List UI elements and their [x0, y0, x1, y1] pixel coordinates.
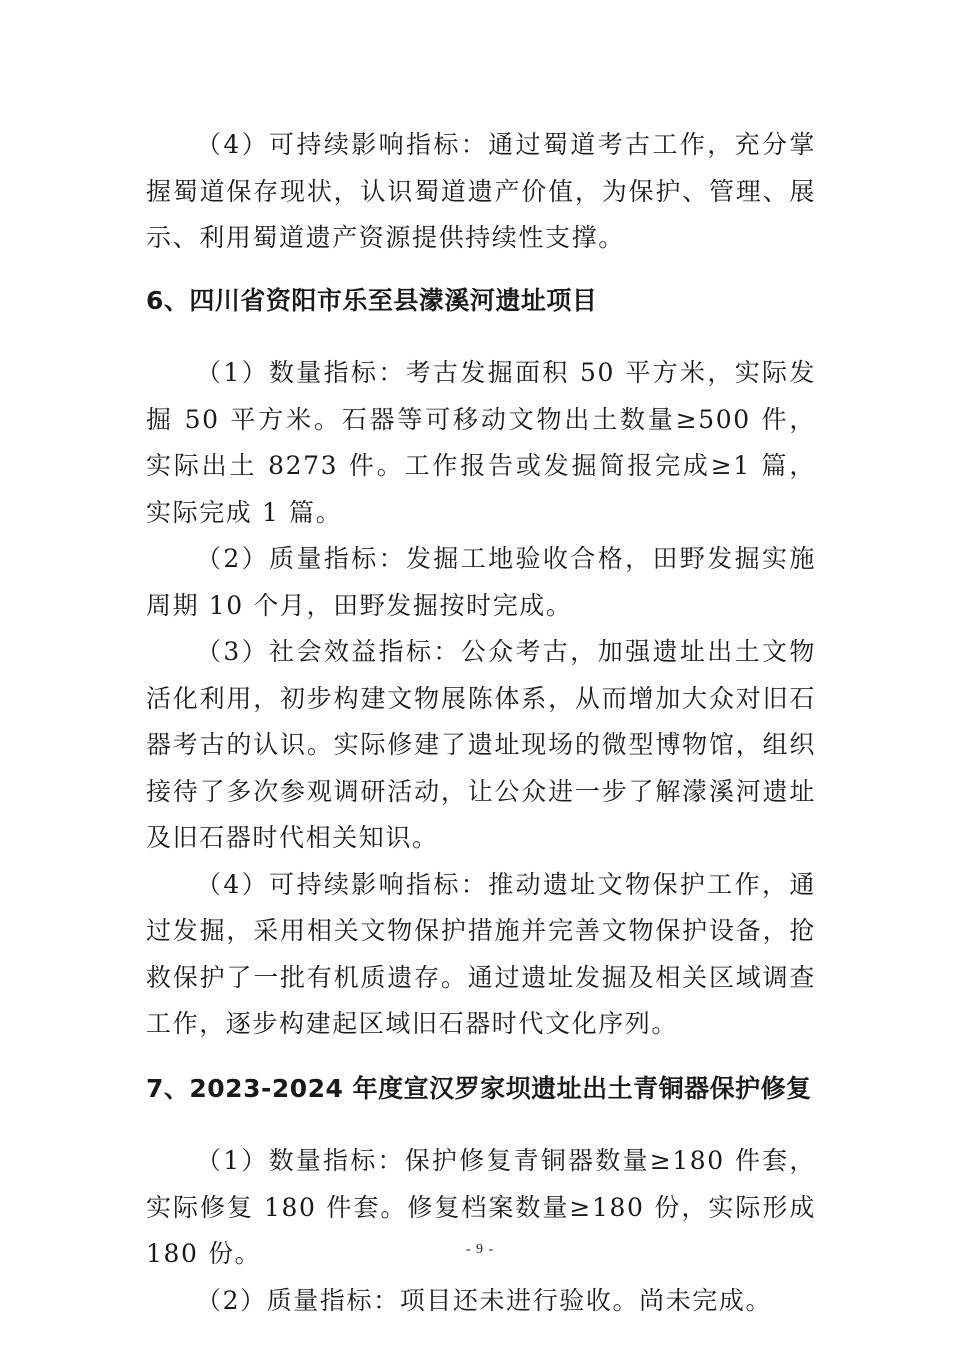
page-number: - 9 - — [465, 1242, 495, 1257]
section-6-quality-indicator: （2）质量指标：发掘工地验收合格，田野发掘实施周期 10 个月，田野发掘按时完成。 — [146, 544, 816, 620]
section-6-quantity-indicator: （1）数量指标：考古发掘面积 50 平方米，实际发掘 50 平方米。石器等可移动文物出土数量≥500 件，实际出土 8273 件。工作报告或发掘简报完成≥1 篇，实际完成 1 篇。 — [146, 358, 816, 527]
section-6-heading: 6、四川省资阳市乐至县濛溪河遗址项目 — [146, 285, 598, 315]
section-6-sustainability-indicator: （4）可持续影响指标：推动遗址文物保护工作，通过发掘，采用相关文物保护措施并完善文物保护设备，抢救保护了一批有机质遗存。通过遗址发掘及相关区域调查工作，逐步构建起区域旧石器时代文化序列。 — [146, 869, 816, 1038]
section-7-heading: 7、2023-2024 年度宣汉罗家坝遗址出土青铜器保护修复 — [146, 1073, 812, 1103]
paragraph-shudao-sustainability: （4）可持续影响指标：通过蜀道考古工作，充分掌握蜀道保存现状，认识蜀道遗产价值，为保护、管理、展示、利用蜀道遗产资源提供持续性支撑。 — [146, 130, 816, 252]
section-6-social-benefit-indicator: （3）社会效益指标：公众考古，加强遗址出土文物活化利用，初步构建文物展陈体系，从而增加大众对旧石器考古的认识。实际修建了遗址现场的微型博物馆，组织接待了多次参观调研活动，让公众进一步了解濛溪河遗址及旧石器时代相关知识。 — [146, 637, 816, 852]
page-content — [146, 122, 816, 1324]
section-7-quality-indicator: （2）质量指标：项目还未进行验收。尚未完成。 — [196, 1285, 773, 1315]
section-7-quantity-indicator: （1）数量指标：保护修复青铜器数量≥180 件套，实际修复 180 件套。修复档案数量≥180 份，实际形成 180 份。 — [146, 1146, 816, 1268]
